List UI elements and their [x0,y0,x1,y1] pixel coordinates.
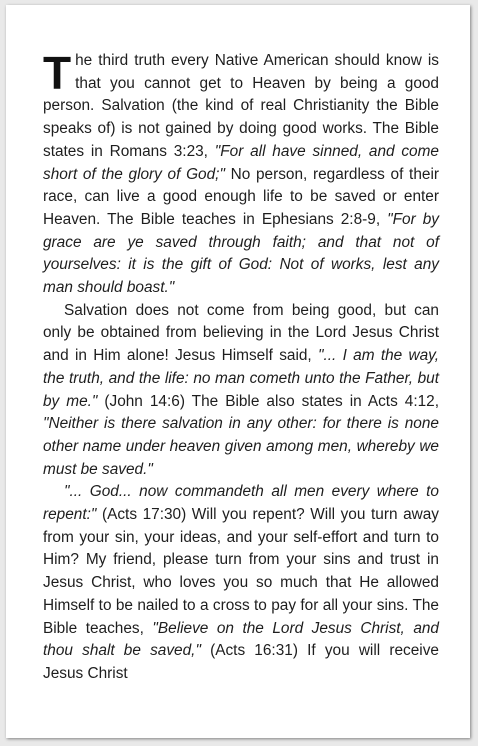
paragraph-text: (Acts 17:30) Will you repent? Will you turn away from your sin, your ideas, and your self-effort and turn to Him? My friend, please turn from your sins and trust in Jesus Christ, who loves you so much that He allowed Himself to be nailed to a cross to pay for all your sins. The Bible teaches, [43,506,439,637]
paragraph-text: he third truth every Native American should know is that you cannot get to Heaven by being a good person. Salvation (the kind of real Christianity the Bible speaks of) is not gained by doing good works. The Bible states in Romans 3:23, [43,52,439,160]
paragraph-3 [43,481,439,685]
paragraph-text: (Acts 16:31) If you will receive Jesus Christ [43,642,439,682]
scripture-quote: "For all have sinned, and come short of the glory of God;" [43,142,439,183]
scripture-quote: "Believe on the Lord Jesus Christ, and thou shalt be saved," [43,619,439,660]
paragraph-text: No person, regardless of their race, can live a good enough life to be saved or enter Heaven. The Bible teaches in Ephesians 2:8-9, [43,165,439,228]
scripture-quote: "... God... now commandeth all men every where to repent:" [43,483,439,524]
scripture-quote: "... I am the way, the truth, and the life: no man cometh unto the Father, but by me." [43,347,440,410]
scripture-quote: "Neither is there salvation in any other: for there is none other name under heaven given among men, whereby we must be saved." [43,415,439,478]
paragraph-text: Salvation does not come from being good, but can only be obtained from believing in the Lord Jesus Christ and in Him alone! Jesus Himself said, [43,301,439,365]
drop-cap: T [43,47,72,99]
paragraph-2 [43,300,439,482]
paragraph-1 [43,47,439,300]
paragraph-text: (John 14:6) The Bible also states in Acts 4:12, [97,392,439,410]
body-text [43,47,440,686]
page [6,5,470,738]
scripture-quote: "For by grace are ye saved through faith; and that not of yourselves: it is the gift of God: Not of works, lest any man should boast." [43,210,439,297]
